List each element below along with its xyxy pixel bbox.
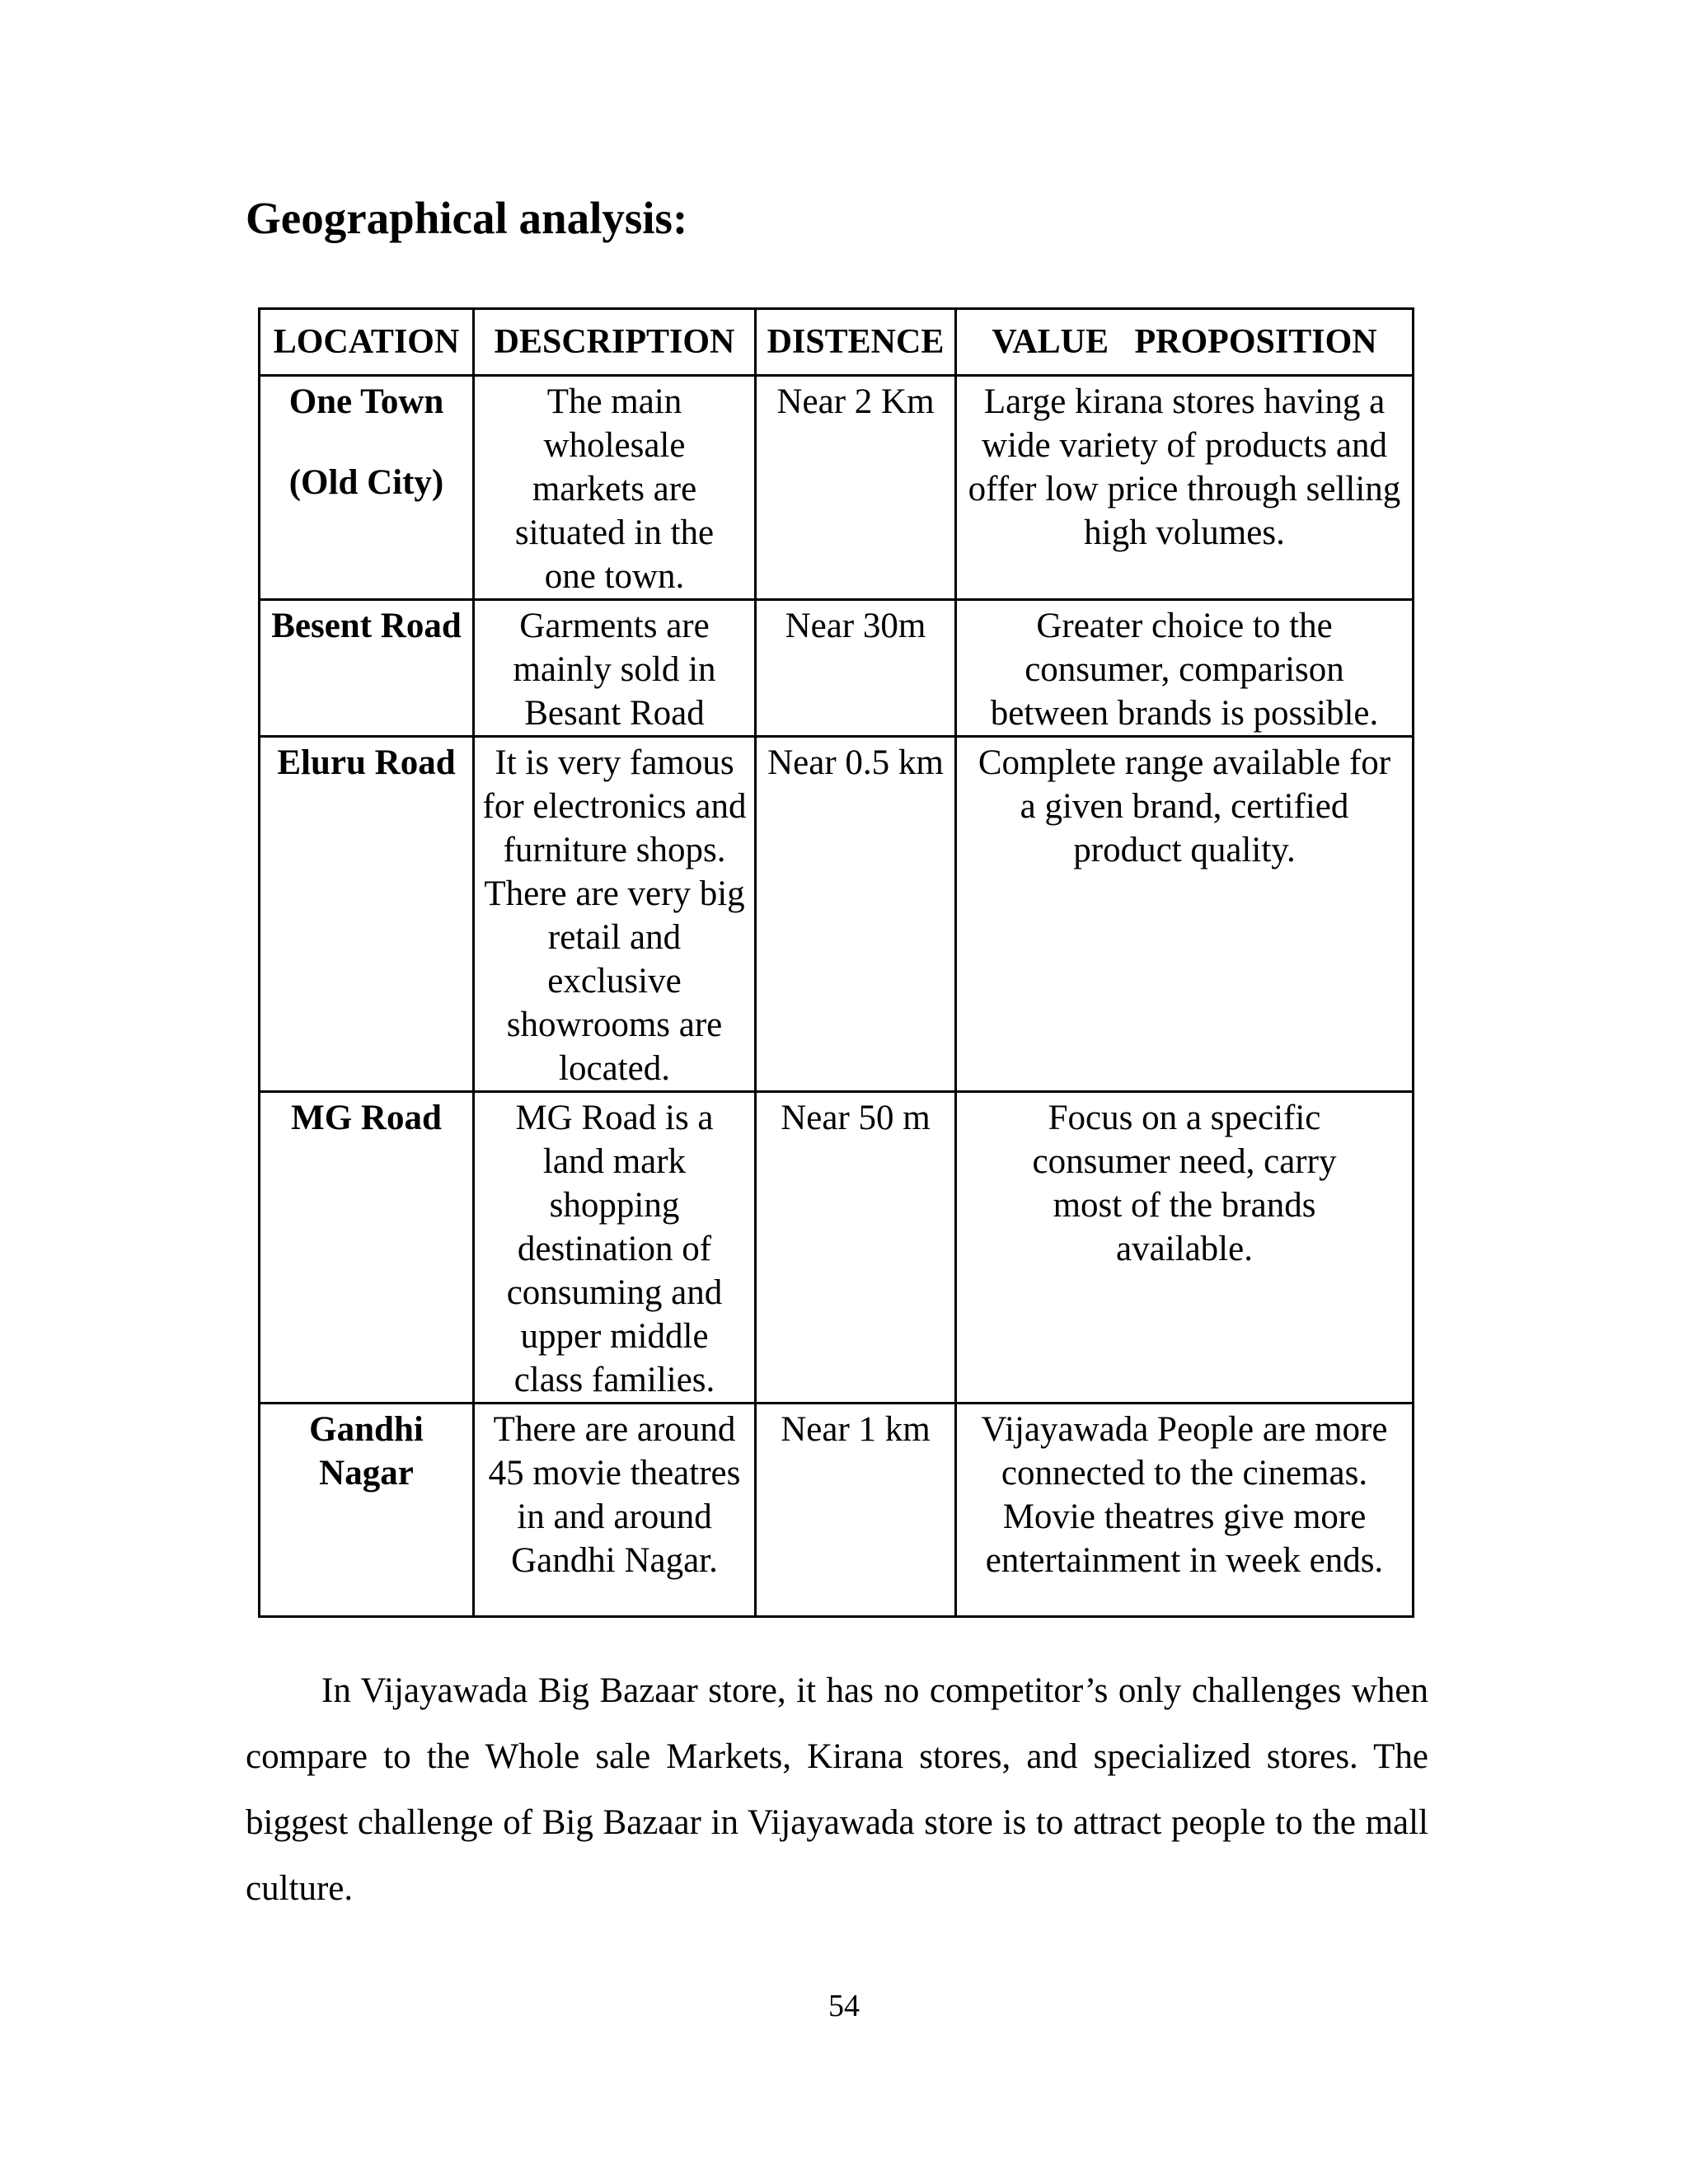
location-cell [260, 1092, 474, 1404]
distance-cell: Near 0.5 km [756, 737, 956, 1092]
location-cell [260, 1404, 474, 1617]
distance-cell: Near 2 Km [756, 376, 956, 600]
header-value-proposition: VALUE PROPOSITION [956, 309, 1414, 376]
value-text: Focus on a specific consumer need, carry most of the brands available. [1032, 1099, 1337, 1268]
description-text: Garments are mainly sold in Besant Road [513, 607, 716, 733]
description-text: MG Road is a land mark shopping destination of consuming and upper middle class families. [506, 1099, 723, 1399]
location-name: Besent Road [271, 607, 462, 645]
page-number: 54 [828, 1989, 860, 2023]
location-subname: (Old City) [288, 463, 444, 502]
value-text: Greater choice to the consumer, comparison between brands is possible. [990, 607, 1379, 733]
description-cell [474, 1404, 756, 1617]
table-row [260, 376, 1414, 600]
table-row [260, 737, 1414, 1092]
location-cell [260, 737, 474, 1092]
description-cell [474, 376, 756, 600]
description-cell [474, 737, 756, 1092]
description-cell [474, 600, 756, 737]
value-text: Vijayawada People are more connected to the cinemas. Movie theatres give more entertainment in week ends. [981, 1410, 1388, 1580]
location-name: Gandhi Nagar [309, 1410, 424, 1493]
description-text: There are around 45 movie theatres in and around Gandhi Nagar. [488, 1410, 741, 1580]
value-proposition-cell [956, 1404, 1414, 1617]
description-text: It is very famous for electronics and furniture shops. There are very big retail and exclusive showrooms are located. [482, 743, 747, 1088]
header-location: LOCATION [260, 309, 474, 376]
body-paragraph: In Vijayawada Big Bazaar store, it has no competitor’s only challenges when compare to the Whole sale Markets, Kirana stores, and specialized stores. The biggest challenge of Big Bazaar in Vijayawada store is to attract people to the mall culture. [246, 1671, 1428, 1908]
table-row [260, 1092, 1414, 1404]
header-distance: DISTENCE [756, 309, 956, 376]
page-heading: Geographical analysis: [246, 193, 688, 243]
table-header-row [260, 309, 1414, 376]
description-text: The main wholesale markets are situated in the one town. [514, 382, 715, 596]
location-name: MG Road [291, 1099, 442, 1137]
description-cell [474, 1092, 756, 1404]
value-proposition-cell [956, 737, 1414, 1092]
value-proposition-cell [956, 600, 1414, 737]
table-row [260, 600, 1414, 737]
table-row [260, 1404, 1414, 1617]
geographical-analysis-table [258, 307, 1414, 1618]
value-text: Complete range available for a given brand, certified product quality. [978, 743, 1391, 869]
header-description: DESCRIPTION [474, 309, 756, 376]
distance-cell: Near 30m [756, 600, 956, 737]
distance-cell: Near 50 m [756, 1092, 956, 1404]
location-name: Eluru Road [277, 743, 456, 782]
value-proposition-cell [956, 1092, 1414, 1404]
location-cell [260, 600, 474, 737]
location-name: One Town [288, 382, 444, 421]
distance-cell: Near 1 km [756, 1404, 956, 1617]
value-proposition-cell: Large kirana stores having a wide variety of products and offer low price through selling high volumes. [956, 376, 1414, 600]
location-cell [260, 376, 474, 600]
